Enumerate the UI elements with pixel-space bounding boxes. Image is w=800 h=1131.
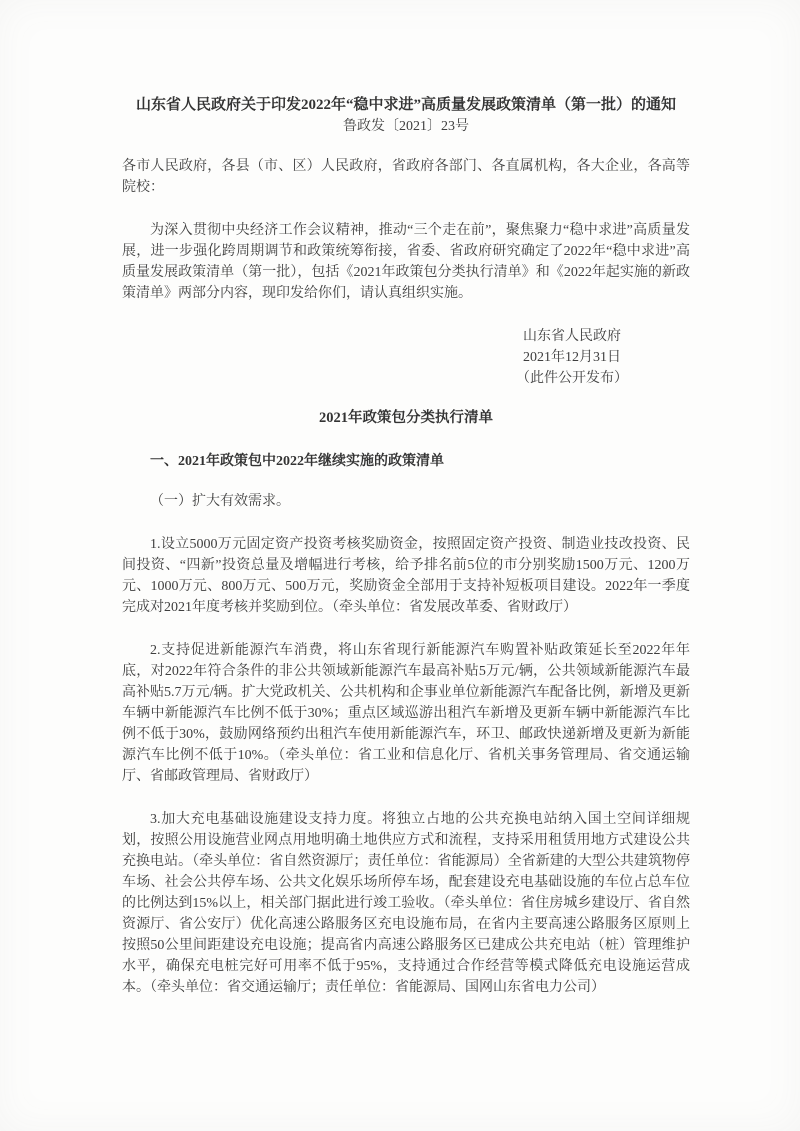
- intro-paragraph: 为深入贯彻中央经济工作会议精神，推动“三个走在前”，聚焦聚力“稳中求进”高质量发展，进一步强化跨周期调节和政策统筹衔接，省委、省政府研究确定了2022年“稳中求进”高质量发展政策清单（第一批），包括《2021年政策包分类执行清单》和《2022年起实施的新政策清单》两部分内容，现印发给你们，请认真组织实施。: [122, 223, 690, 301]
- signature-date: 2021年12月31日: [523, 350, 621, 365]
- salutation-paragraph: 各市人民政府，各县（市、区）人民政府，省政府各部门、各直属机构，各大企业，各高等院校：: [122, 159, 690, 195]
- subsection-title: 一、2021年政策包中2022年继续实施的政策清单: [150, 454, 444, 469]
- policy-item-2: 2.支持促进新能源汽车消费，将山东省现行新能源汽车购置补贴政策延长至2022年年底，对2022年符合条件的非公共领域新能源汽车最高补贴5万元/辆，公共领域新能源汽车最高补贴5.7万元/辆。扩大党政机关、公共机构和企事业单位新能源汽车配备比例，新增及更新车辆中新能源汽车比例不低于30%；重点区域巡游出租汽车新增及更新车辆中新能源汽车比例不低于30%，鼓励网络预约出租汽车使用新能源汽车，环卫、邮政快递新增及更新为新能源汽车比例不低于10%。（牵头单位：省工业和信息化厅、省机关事务管理局、省交通运输厅、省邮政管理局、省财政厅）: [122, 643, 690, 784]
- signature-public-note: （此件公开发布）: [516, 371, 628, 386]
- section-title: 2021年政策包分类执行清单: [319, 410, 493, 426]
- signature-issuer: 山东省人民政府: [523, 329, 621, 344]
- policy-item-1: 1.设立5000万元固定资产投资考核奖励资金，按照固定资产投资、制造业技改投资、民间投资、“四新”投资总量及增幅进行考核，给予排名前5位的市分别奖励1500万元、1200万元、1000万元、800万元、500万元，奖励资金全部用于支持补短板项目建设。2022年一季度完成对2021年度考核并奖励到位。（牵头单位：省发展改革委、省财政厅）: [122, 537, 690, 615]
- policy-item-3: 3.加大充电基础设施建设支持力度。将独立占地的公共充换电站纳入国土空间详细规划，按照公用设施营业网点用地明确土地供应方式和流程，支持采用租赁用地方式建设公共充换电站。（牵头单位：省自然资源厅；责任单位：省能源局）全省新建的大型公共建筑物停车场、社会公共停车场、公共文化娱乐场所停车场，配套建设充电基础设施的车位占总车位的比例达到15%以上，相关部门据此进行竣工验收。（牵头单位：省住房城乡建设厅、省自然资源厅、省公安厅）优化高速公路服务区充电设施布局，在省内主要高速公路服务区原则上按照50公里间距建设充电设施；提高省内高速公路服务区已建成公共充电站（桩）管理维护水平，确保充电桩完好可用率不低于95%，支持通过合作经营等模式降低充电设施运营成本。（牵头单位：省交通运输厅；责任单位：省能源局、国网山东省电力公司）: [122, 812, 690, 995]
- document-title: 山东省人民政府关于印发2022年“稳中求进”高质量发展政策清单（第一批）的通知: [135, 97, 676, 113]
- category-heading: （一）扩大有效需求。: [150, 494, 290, 509]
- document-number: 鲁政发〔2021〕23号: [343, 119, 469, 134]
- signature-block: [482, 326, 662, 389]
